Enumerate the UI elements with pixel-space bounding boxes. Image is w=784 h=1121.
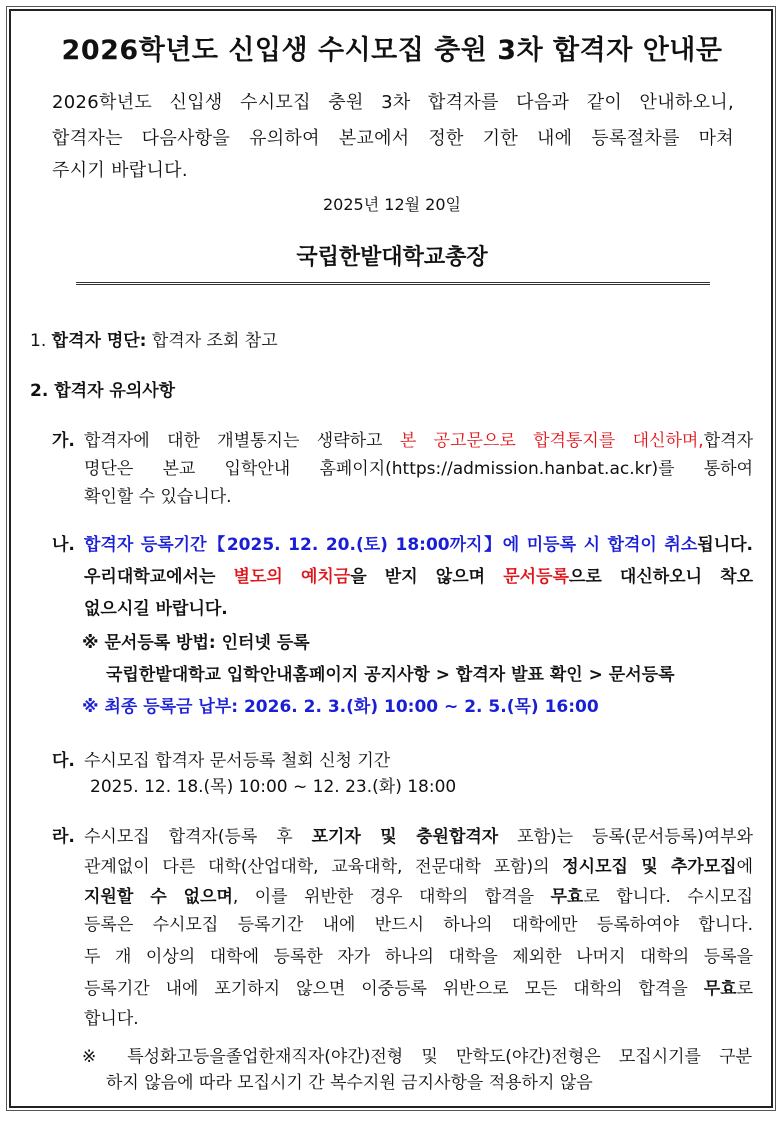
item-ra-line-2 — [84, 852, 753, 877]
item-ra-bold-6: 무효 — [703, 979, 737, 999]
item-da-line-1: 수시모집 합격자 문서등록 철회 신청 기간 — [84, 751, 391, 771]
intro-line-3: 주시기 바랍니다. — [52, 160, 188, 181]
item-ra-text-6a: 등록기간 내에 포기하지 않으면 이중등록 위반으로 모든 대학의 합격을 — [84, 979, 704, 999]
doc-reg-path: 국립한밭대학교 입학안내홈페이지 공지사항 > 합격자 발표 확인 > 문서등록 — [106, 665, 675, 685]
item-ra-marker: 라. — [52, 827, 75, 847]
item-ra-line-7: 합니다. — [84, 1009, 139, 1029]
multiple-application-note-2: 하지 않음에 따라 모집시기 간 복수지원 금지사항을 적용하지 않음 — [106, 1073, 593, 1093]
item-na-line-3: 없으시길 바랍니다. — [84, 599, 228, 619]
item-ga-highlight: 본 공고문으로 합격통지를 대신하며, — [399, 431, 704, 451]
item-ra-text-3c: 로 합니다. 수시모집 — [583, 887, 754, 907]
section-2-number: 2. — [30, 381, 49, 401]
item-ga-line-1 — [84, 426, 753, 451]
tuition-payment-note: ※ 최종 등록금 납부: 2026. 2. 3.(화) 10:00 ~ 2. 5.(목) 16:00 — [82, 697, 599, 717]
item-na-marker: 나. — [52, 535, 75, 555]
item-ra-line-4: 등록은 수시모집 등록기간 내에 반드시 하나의 대학에만 등록하여야 합니다. — [84, 915, 753, 935]
item-na-doc-reg: 문서등록 — [503, 567, 569, 587]
section-1 — [30, 326, 278, 351]
multiple-application-note-1: ※ 특성화고등을졸업한재직자(야간)전형 및 만학도(야간)전형은 모집시기를 구분 — [82, 1047, 752, 1067]
item-ra-text-3a: , 이를 위반한 경우 대학의 합격을 — [232, 887, 551, 907]
signature: 국립한밭대학교총장 — [296, 245, 488, 270]
item-ra-line-5: 두 개 이상의 대학에 등록한 자가 하나의 대학을 제외한 나머지 대학의 등록을 — [84, 947, 753, 967]
item-ra-bold-4: 지원할 수 없으며 — [84, 887, 233, 907]
section-1-text: 합격자 조회 참고 — [146, 331, 278, 351]
item-ra-bold-3: 정시모집 및 추가모집 — [562, 857, 737, 877]
item-na-text-end: 됩니다. — [697, 535, 753, 555]
item-na-line-2 — [84, 562, 753, 587]
item-ra-bold-2: 충원합격자 — [416, 827, 499, 847]
section-2 — [30, 376, 175, 401]
item-ga-line-3: 확인할 수 있습니다. — [84, 487, 232, 507]
item-na-text-a: 우리대학교에서는 — [84, 567, 234, 587]
item-ra-bold-and: 및 — [360, 827, 417, 847]
intro-line-1: 2026학년도 신입생 수시모집 충원 3차 합격자를 다음과 같이 안내하오니, — [52, 92, 734, 113]
item-ra-bold-5: 무효 — [550, 887, 584, 907]
item-da-marker: 다. — [52, 751, 75, 771]
item-ga-line-2: 명단은 본교 입학안내 홈페이지(https://admission.hanbat.ac.kr)를 통하여 — [84, 459, 753, 479]
section-1-number: 1. — [30, 331, 47, 351]
item-ra-text-d: 포함)는 등록(문서등록)여부와 — [498, 827, 753, 847]
item-ra-text-6c: 로 — [736, 979, 753, 999]
item-na-deposit: 별도의 예치금 — [233, 567, 351, 587]
item-ra-text-2c: 에 — [736, 857, 754, 877]
doc-reg-method-note: ※ 문서등록 방법: 인터넷 등록 — [82, 633, 310, 653]
double-rule-divider — [76, 282, 710, 285]
item-ga-text-b: 합격자 — [703, 431, 753, 451]
notice-date: 2025년 12월 20일 — [323, 195, 461, 214]
item-na-text-c: 으로 대신하오니 착오 — [568, 567, 754, 587]
intro-line-2: 합격자는 다음사항을 유의하여 본교에서 정한 기한 내에 등록절차를 마쳐 — [52, 128, 734, 149]
item-ra-line-3 — [84, 882, 753, 907]
item-na-period-label: 합격자 등록기간 — [84, 535, 207, 555]
item-ra-text-2a: 관계없이 다른 대학(산업대학, 교육대학, 전문대학 포함)의 — [84, 857, 563, 877]
item-ra-line-1 — [84, 822, 753, 847]
item-na-period: 【2025. 12. 20.(토) 18:00까지】 — [206, 535, 503, 555]
item-ga-text-a: 합격자에 대한 개별통지는 생략하고 — [84, 431, 400, 451]
item-na-cancel-warning: 에 미등록 시 합격이 취소 — [502, 535, 698, 555]
item-ga-marker: 가. — [52, 431, 75, 451]
item-da-period: 2025. 12. 18.(목) 10:00 ~ 12. 23.(화) 18:00 — [90, 777, 457, 797]
item-ra-bold-1: 포기자 — [311, 827, 361, 847]
item-ra-line-6 — [84, 974, 753, 999]
section-2-label: 합격자 유의사항 — [54, 381, 176, 401]
section-1-label: 합격자 명단: — [51, 331, 147, 351]
item-ra-text-a: 수시모집 합격자(등록 후 — [84, 827, 312, 847]
item-na-line-1 — [84, 530, 753, 555]
page-title: 2026학년도 신입생 수시모집 충원 3차 합격자 안내문 — [61, 35, 723, 66]
item-na-text-b: 을 받지 않으며 — [350, 567, 504, 587]
